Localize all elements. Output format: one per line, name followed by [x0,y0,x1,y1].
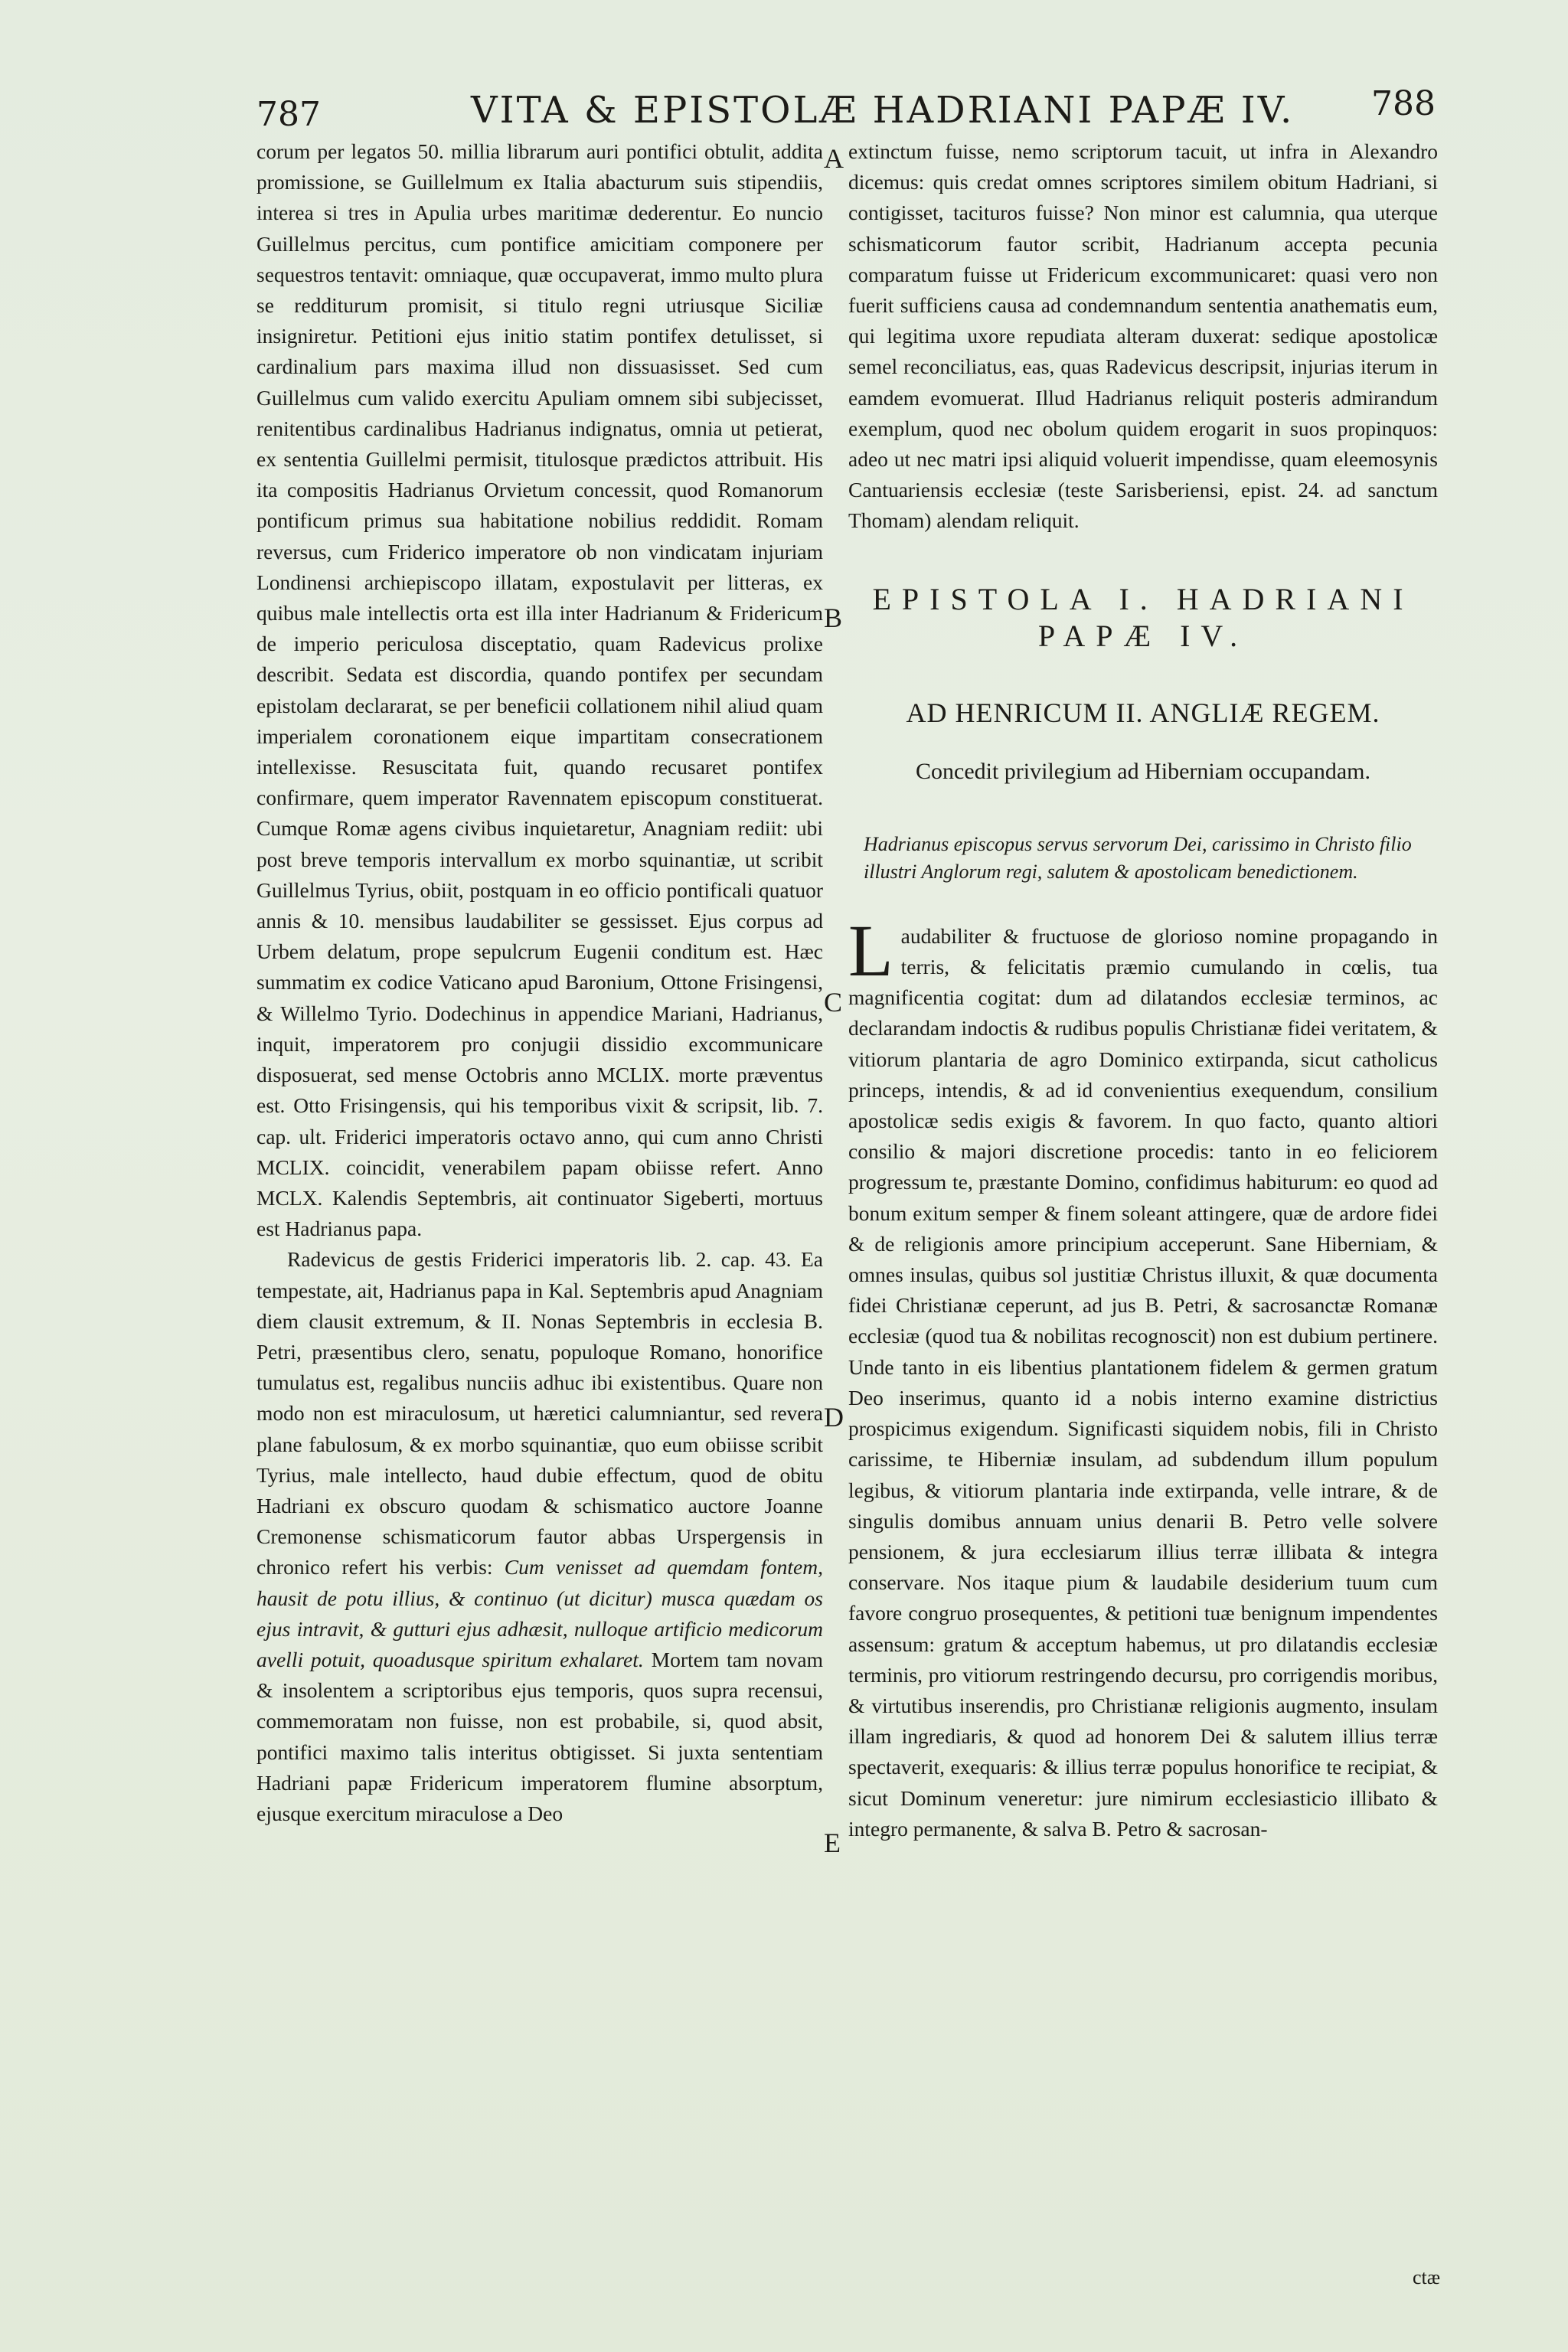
margin-letter-b: B [824,603,843,633]
urspergensis-quote: Cum venisset ad quemdam fontem, hausit de potu illius, & continuo (ut dicitur) musca quædam os ejus intravit, & gutturi ejus adhæsit, nulloque artificio medicorum avelli potuit, quoadusque spiritum exhalaret. [256,1555,823,1671]
epistle-body-text: audabiliter & fructuose de glorioso nomine propagando in terris, & felicitatis præmio cumulando in cœlis, tua magnificentia cogitat: dum ad dilatandos ecclesiæ terminos, ac declarandam indoctis & rudibus populis Christianæ fidei veritatem, & vitiorum plantaria de agro Dominico extirpanda, sicut catholicus princeps, intendis, & ad id convenientius exequendum, consilium apostolicæ sedis exigis & favorem. In quo facto, quanto altiori consilio & majori discretione procedis: tanto in eo feliciorem progressum te, præstante Domino, confidimus habiturum: eo quod ad bonum exitum semper & finem soleant attingere, quæ de ardore fidei & de religionis amore principium acceperunt. Sane Hiberniam, & omnes insulas, quibus sol justitiæ Christus illuxit, & quæ documenta fidei Christianæ ceperunt, ad jus B. Petri, & sacrosanctæ Romanæ ecclesiæ (quod tua & nobilitas recognoscit) non est dubium pertinere. Unde tanto in eis libentius plantationem fidelem & germen gratum Deo inserimus, quanto id a nobis interno examine districtius prospicimus exigendum. Significasti siquidem nobis, fili in Christo carissime, te Hiberniæ insulam, ad subdendum illum populum legibus, & vitiorum plantaria inde extirpanda, velle intrare, & de singulis domibus annuam unius denarii B. Petro velle solvere pensionem, & jura ecclesiarum illius terræ illibata & integra conservare. Nos itaque pium & laudabile desiderium tuum cum favore congruo prosequentes, & petitioni tuæ benignum impendentes assensum: gratum & acceptum habemus, ut pro dilatandis ecclesiæ terminis, pro vitiorum restringendo decursu, pro corrigendis moribus, & virtutibus inserendis, pro Christianæ religionis augmento, insulam illam ingrediaris, & quod ad honorem Dei & salutem illius terræ spectaverit, exequaris: & illius terræ populus honorifice te recipiat, & sicut Dominum veneretur: jure nimirum ecclesiasticio illibato & integro permanente, & salva B. Petro & sacrosan- [848,923,1438,1841]
margin-letter-c: C [824,987,843,1018]
epistle-title-line-2: PAPÆ IV. [1037,618,1249,653]
left-paragraph-2-text: Radevicus de gestis Friderici imperatoris lib. 2. cap. 43. Ea tempestate, ait, Hadrianus papa in Kal. Septembris apud Anagniam diem clausit extremum, & II. Nonas Septembris in ecclesia B. Petri, præsentibus clero, senatu, populoque Romano, honorifice tumulatus est, regalibus nunciis adhuc ibi existentibus. Quare non modo non est miraculosum, ut hæretici calumniantur, sed revera plane fabulosum, & ex morbo squinantiæ, quo eum obiisse scribit Tyrius, male intellecto, haud dubie effectum, quod de obitu Hadriani ex obscuro quodam & schismatico auctore Joanne Cremonense schismaticorum fautor abbas Urspergensis in chronico refert his verbis: [256,1247,823,1579]
right-continuation: extinctum fuisse, nemo scriptorum tacuit, ut infra in Alexandro dicemus: quis credat omnes scriptores similem obitum Hadriani, si contigisset, tacituros fuisse? Non minor est calumnia, qua uterque schismaticorum fautor scribit, Hadrianum accepta pecunia comparatum fuisse ut Fridericum excommunicaret: quasi vero non fuerit sufficiens causa ad condemnandum sententia anathematis eum, qui legitima uxore repudiata alteram duxerat: sedique apostolicæ semel reconciliatus, eas, quas Radevicus descripsit, injurias iterum in eamdem evomuerat. Illud Hadrianus reliquit posteris admirandum exemplum, quod nec obolum quidem erogarit in suos propinquos: adeo ut nec matri ipsi aliquid voluerit impendisse, quam eleemosynis Cantuariensis ecclesiæ (teste Sarisberiensi, epist. 24. ad sanctum Thomam) alendam reliquit. [848,139,1438,533]
epistle-summary: Concedit privilegium ad Hiberniam occupandam. [916,758,1370,784]
margin-letter-a: A [824,143,844,174]
left-paragraph-1: corum per legatos 50. millia librarum auri pontifici obtulit, addita promissione, se Guillelmum ex Italia abacturum suis stipendiis, interea si tres in Apulia urbes maritimæ dederentur. Eo nuncio Guillelmus percitus, cum pontifice amicitiam componere per sequestros tentavit: omniaque, quæ occupaverat, immo multo plura se redditurum promisit, si titulo regni utriusque Siciliæ insigniretur. Petitioni ejus initio statim pontifex detulisset, si cardinalium pars maxima illud non dissuasisset. Sed cum Guillelmus cum valido exercitu Apuliam omnem sibi subjecisset, renitentibus cardinalibus Hadrianus indignatus, omnia ut petierat, ex sententia Guillelmi permisit, titulosque prædictos attribuit. His ita compositis Hadrianus Orvietum concessit, quod Romanorum pontificum primus sua habitatione nobilius reddidit. Romam reversus, cum Friderico imperatore ob non vindicatam injuriam Londinensi archiepiscopo illatam, expostulavit per litteras, ex quibus male intellectis orta est illa inter Hadrianum & Fridericum de imperio periculosa disceptatio, quam Radevicus prolixe describit. Sedata est discordia, quando pontifex per secundam epistolam declararat, se per beneficii collationem nihil aliud quam imperialem coronationem eique impartitam consecrationem intellexisse. Resuscitata fuit, quando recusaret pontifex confirmare, quem imperator Ravennatem episcopum constituerat. Cumque Romæ agens civibus inquietaretur, Anagniam rediit: ubi post breve temporis intervallum ex morbo squinantiæ, ut scribit Guillelmus Tyrius, obiit, postquam in eo officio pontificali quatuor annis & 10. mensibus laudabiliter se gessisset. Ejus corpus ad Urbem delatum, prope sepulcrum Eugenii conditum est. Hæc summatim ex codice Vaticano apud Baronium, Ottone Frisingensi, & Willelmo Tyrio. Dodechinus in appendice Mariani, Hadrianus, inquit, imperatorem pro conjugii dissidio excommunicare disposuerat, sed mense Octobris anno MCLIX. morte præventus est. Otto Frisingensis, qui his temporibus vixit & scripsit, lib. 7. cap. ult. Friderici imperatoris octavo anno, qui cum anno Christi MCLIX. coincidit, venerabilem papam obiisse refert. Anno MCLX. Kalendis Septembris, ait continuator Sigeberti, mortuus est Hadrianus papa. [256,139,823,1241]
left-paragraph-2-end: Mortem tam novam & insolentem a scriptoribus ejus temporis, quos supra recensui, commemoratam non fuisse, non est probabile, si, quod absit, pontifici maximo talis interitus obtigisset. Si juxta sententiam Hadriani papæ Fridericum imperatorem flumine absorptum, ejusque exercitum miraculose a Deo [256,1647,823,1825]
running-header [256,77,1436,138]
epistle-address: AD HENRICUM II. ANGLIÆ REGEM. [906,697,1380,728]
margin-letter-e: E [824,1828,841,1858]
epistle-title-line-1: EPISTOLA I. HADRIANI [872,581,1414,616]
page-number-right: 788 [1371,84,1436,123]
epistle-body [848,909,1438,1844]
margin-letter-d: D [824,1402,844,1432]
left-paragraph-2 [256,1244,823,1829]
drop-cap: L [848,909,893,991]
epistle-title [848,581,1438,655]
catchword: ctæ [1413,2266,1441,2288]
running-title: VITA & EPISTOLÆ HADRIANI PAPÆ IV. [471,89,1295,132]
left-column [256,136,823,1829]
page-number-left: 787 [256,95,321,134]
epistle-salutation: Hadrianus episcopus servus servorum Dei, carissimo in Christo filio illustri Anglorum regi, salutem & apostolicam benedictionem. [864,832,1412,883]
right-column [848,136,1438,1844]
